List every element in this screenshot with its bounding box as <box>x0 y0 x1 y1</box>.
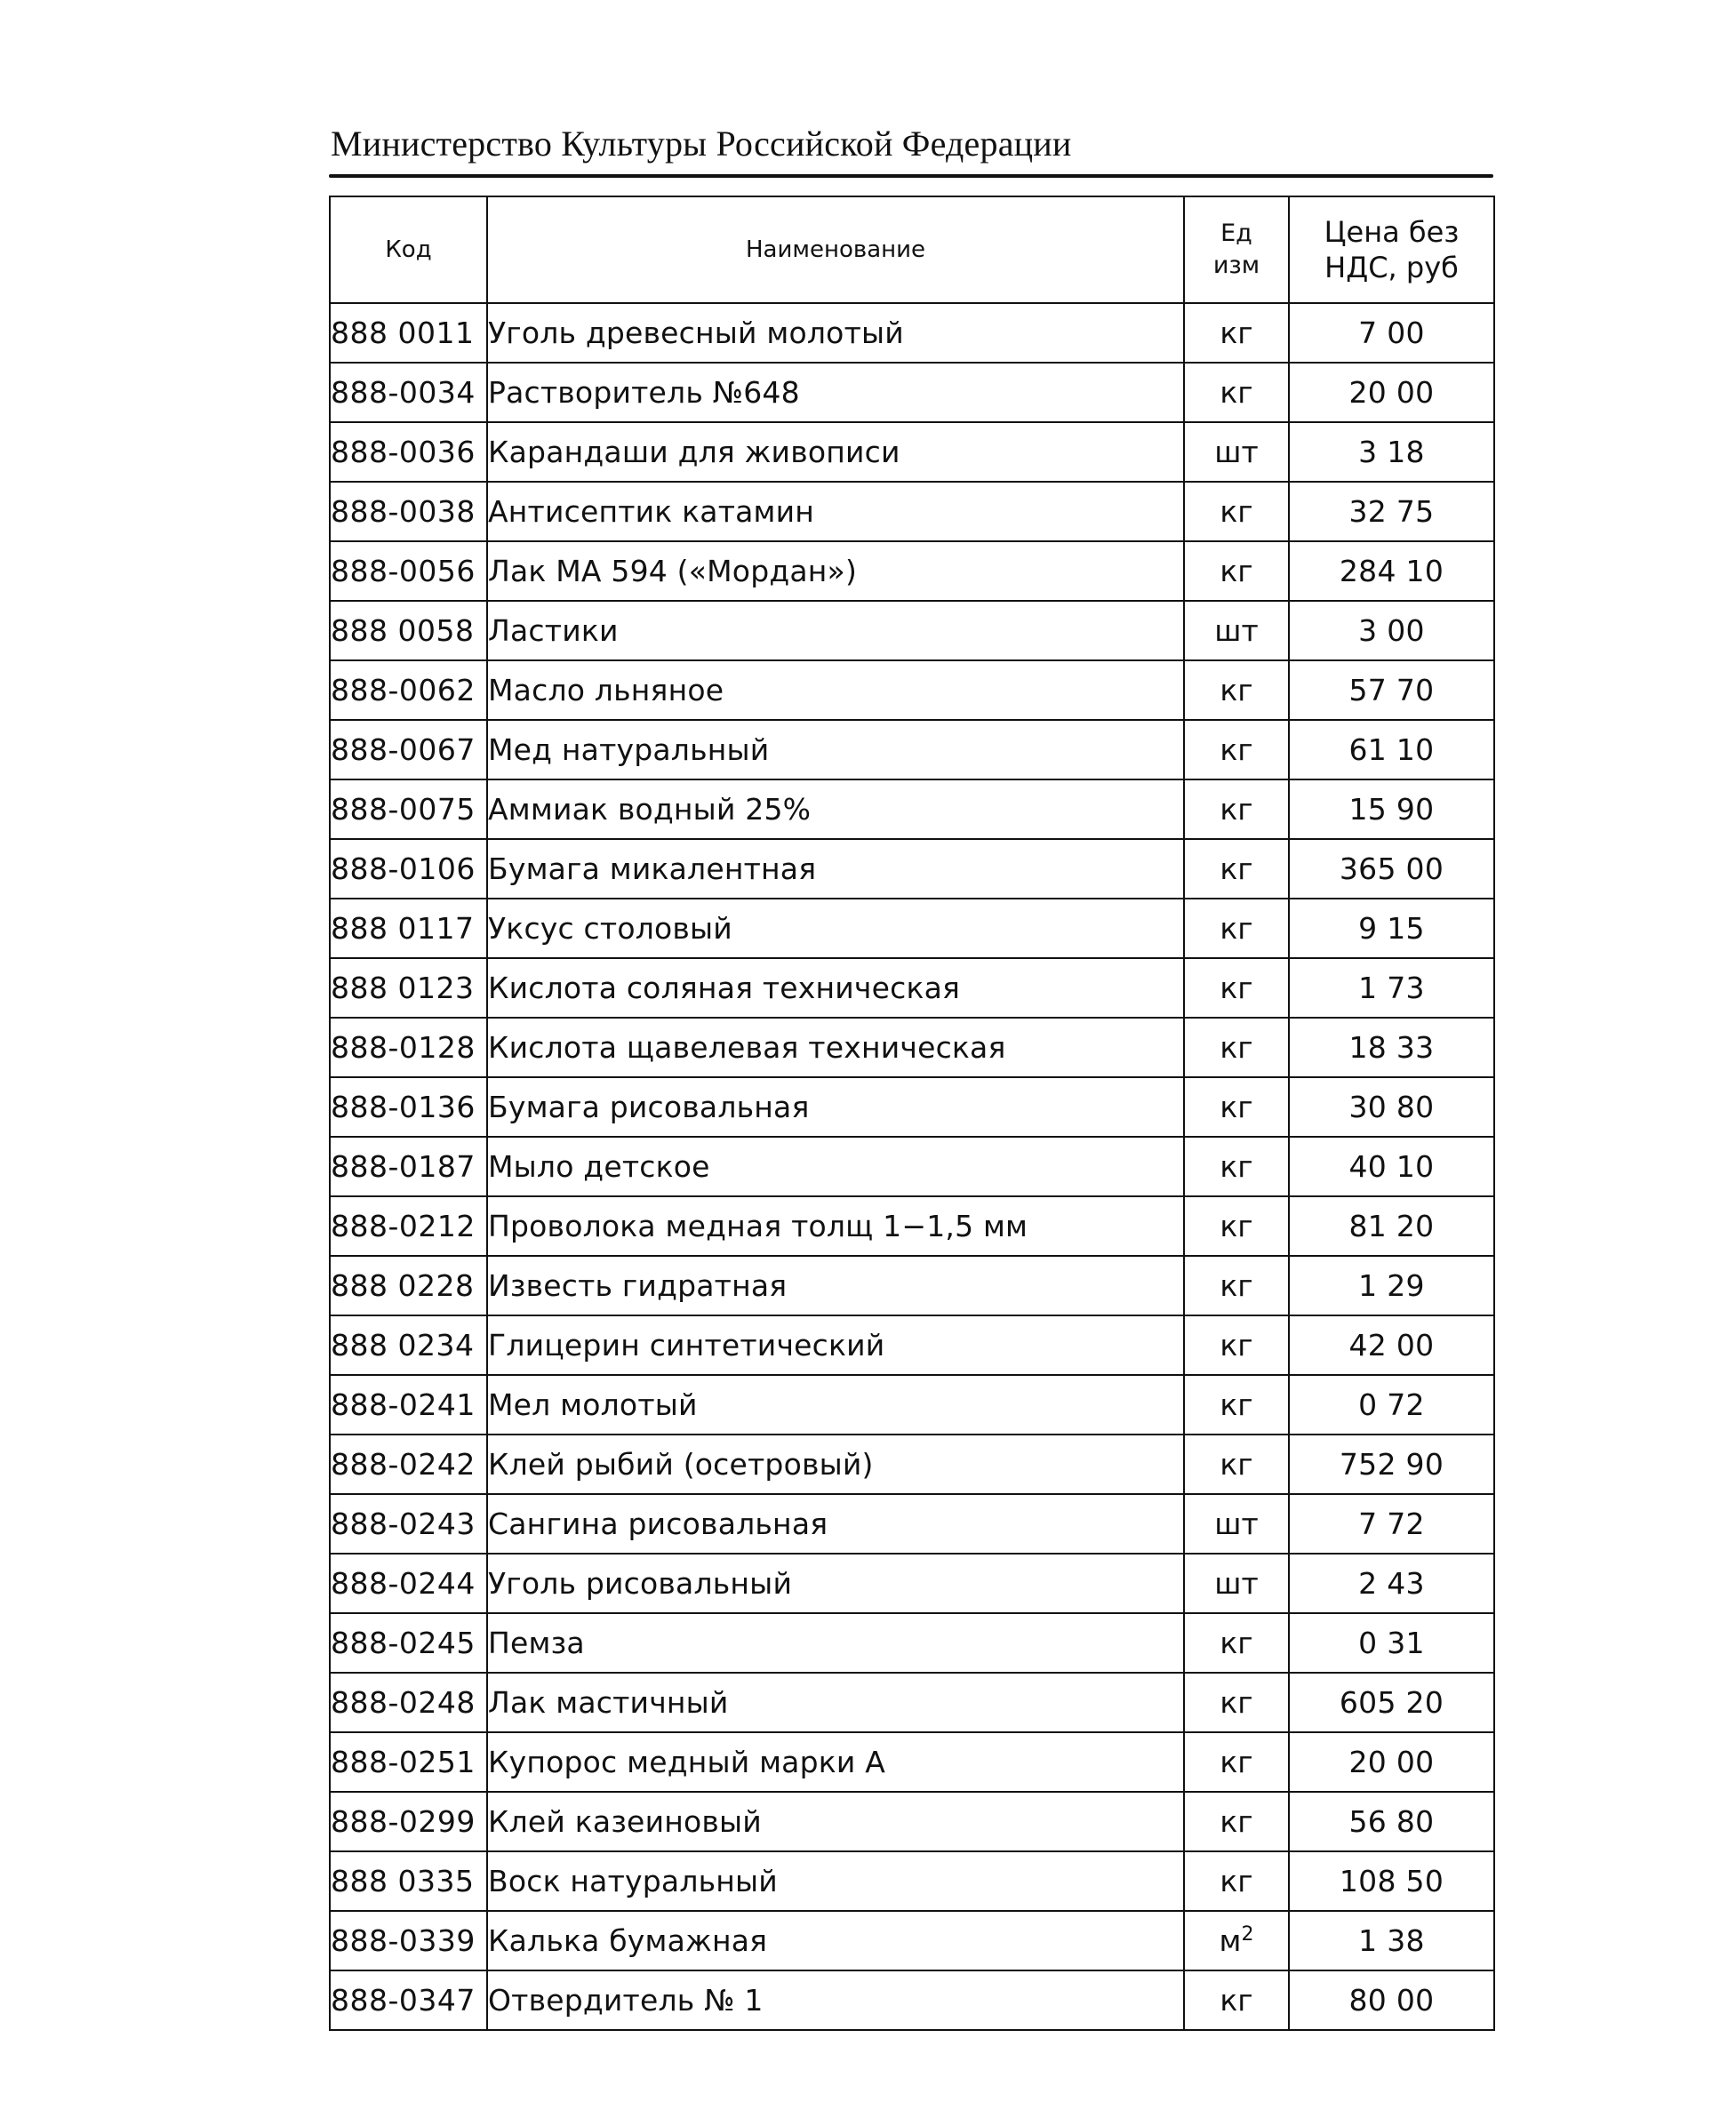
unit-value: кг <box>1220 1090 1253 1124</box>
price-value: 7 00 <box>1358 316 1425 350</box>
unit-value: кг <box>1220 673 1253 707</box>
name-value: Калька бумажная <box>488 1923 768 1958</box>
cell-code <box>330 541 487 601</box>
code-value: 888-0067 <box>331 732 476 767</box>
cell-price <box>1289 422 1494 482</box>
cell-price <box>1289 1435 1494 1494</box>
table-row <box>330 541 1494 601</box>
price-value: 752 90 <box>1339 1447 1444 1482</box>
code-value: 888-0128 <box>331 1030 476 1065</box>
cell-unit <box>1184 1792 1289 1851</box>
code-value: 888 0117 <box>331 911 475 946</box>
price-value: 15 90 <box>1348 792 1435 827</box>
code-value: 888-0241 <box>331 1387 476 1422</box>
cell-price <box>1289 1970 1494 2030</box>
name-value: Пемза <box>488 1626 585 1660</box>
cell-name <box>487 1256 1184 1315</box>
unit-value: кг <box>1220 1626 1253 1660</box>
name-value: Бумага микалентная <box>488 851 817 886</box>
cell-price <box>1289 1315 1494 1375</box>
cell-price <box>1289 660 1494 720</box>
price-value: 7 72 <box>1358 1507 1425 1541</box>
cell-code <box>330 899 487 958</box>
cell-name <box>487 1315 1184 1375</box>
cell-price <box>1289 1673 1494 1732</box>
name-value: Глицерин синтетический <box>488 1328 885 1363</box>
unit-value: кг <box>1220 1745 1253 1779</box>
cell-name <box>487 1554 1184 1613</box>
cell-unit <box>1184 1554 1289 1613</box>
cell-unit <box>1184 720 1289 779</box>
name-value: Лак МА 594 («Мордан») <box>488 554 858 588</box>
name-value: Клей рыбий (осетровый) <box>488 1447 874 1482</box>
price-value: 81 20 <box>1348 1209 1435 1243</box>
code-value: 888-0075 <box>331 792 476 827</box>
cell-price <box>1289 839 1494 899</box>
code-value: 888 0011 <box>331 316 475 350</box>
price-value: 61 10 <box>1348 732 1435 767</box>
table-row <box>330 601 1494 660</box>
column-header-unit-line1: Ед <box>1220 220 1252 247</box>
unit-value: кг <box>1220 494 1253 529</box>
table-row <box>330 482 1494 541</box>
unit-value: кг <box>1220 1447 1253 1482</box>
table-row <box>330 1256 1494 1315</box>
column-header-unit-line2: изм <box>1212 252 1260 279</box>
price-value: 2 43 <box>1358 1566 1425 1601</box>
column-header-code <box>330 196 487 303</box>
cell-price <box>1289 1613 1494 1673</box>
name-value: Мыло детское <box>488 1149 710 1184</box>
cell-code <box>330 1494 487 1554</box>
cell-unit <box>1184 482 1289 541</box>
table-row <box>330 660 1494 720</box>
name-value: Уксус столовый <box>488 911 732 946</box>
cell-name <box>487 1018 1184 1077</box>
cell-name <box>487 1732 1184 1792</box>
code-value: 888 0234 <box>331 1328 475 1363</box>
cell-price <box>1289 1732 1494 1792</box>
name-value: Отвердитель № 1 <box>488 1983 764 2018</box>
cell-unit <box>1184 1375 1289 1435</box>
cell-unit <box>1184 1018 1289 1077</box>
cell-code <box>330 1732 487 1792</box>
cell-name <box>487 1077 1184 1137</box>
cell-unit <box>1184 839 1289 899</box>
table-row <box>330 1911 1494 1970</box>
table-row <box>330 1435 1494 1494</box>
column-header-price-line1: Цена без <box>1324 215 1460 249</box>
cell-unit <box>1184 1673 1289 1732</box>
cell-code <box>330 1792 487 1851</box>
cell-code <box>330 482 487 541</box>
price-value: 0 31 <box>1358 1626 1425 1660</box>
cell-unit <box>1184 363 1289 422</box>
cell-unit <box>1184 899 1289 958</box>
cell-unit <box>1184 303 1289 363</box>
cell-price <box>1289 1196 1494 1256</box>
table-row <box>330 839 1494 899</box>
price-value: 40 10 <box>1348 1149 1435 1184</box>
page-header <box>329 123 1493 178</box>
cell-name <box>487 601 1184 660</box>
cell-name <box>487 1435 1184 1494</box>
cell-code <box>330 1137 487 1196</box>
unit-value: кг <box>1220 554 1253 588</box>
cell-code <box>330 1673 487 1732</box>
code-value: 888-0034 <box>331 375 476 410</box>
header-rule <box>329 174 1493 178</box>
cell-name <box>487 1613 1184 1673</box>
price-value: 3 00 <box>1358 613 1425 648</box>
table-row <box>330 1554 1494 1613</box>
cell-name <box>487 1137 1184 1196</box>
unit-value: кг <box>1220 1328 1253 1363</box>
code-value: 888-0062 <box>331 673 476 707</box>
cell-price <box>1289 720 1494 779</box>
cell-unit <box>1184 601 1289 660</box>
code-value: 888-0243 <box>331 1507 476 1541</box>
name-value: Растворитель №648 <box>488 375 800 410</box>
price-value: 0 72 <box>1358 1387 1425 1422</box>
cell-price <box>1289 1375 1494 1435</box>
cell-code <box>330 1970 487 2030</box>
cell-unit <box>1184 541 1289 601</box>
cell-code <box>330 1911 487 1970</box>
cell-price <box>1289 601 1494 660</box>
unit-value: кг <box>1220 1387 1253 1422</box>
cell-name <box>487 1196 1184 1256</box>
unit-value: кг <box>1220 851 1253 886</box>
price-value: 108 50 <box>1339 1864 1444 1898</box>
price-value: 42 00 <box>1348 1328 1435 1363</box>
unit-value: кг <box>1220 1030 1253 1065</box>
cell-unit <box>1184 958 1289 1018</box>
unit-value: м <box>1219 1923 1242 1958</box>
price-value: 30 80 <box>1348 1090 1435 1124</box>
cell-unit <box>1184 1315 1289 1375</box>
cell-price <box>1289 1851 1494 1911</box>
cell-price <box>1289 482 1494 541</box>
cell-price <box>1289 541 1494 601</box>
unit-value: кг <box>1220 316 1253 350</box>
name-value: Уголь рисовальный <box>488 1566 793 1601</box>
cell-code <box>330 363 487 422</box>
table-row <box>330 422 1494 482</box>
unit-value: шт <box>1214 1566 1259 1601</box>
cell-unit <box>1184 1911 1289 1970</box>
price-value: 1 73 <box>1358 971 1425 1005</box>
unit-value: кг <box>1220 1268 1253 1303</box>
code-value: 888-0248 <box>331 1685 476 1720</box>
table-row <box>330 720 1494 779</box>
cell-code <box>330 1613 487 1673</box>
cell-name <box>487 1970 1184 2030</box>
price-value: 3 18 <box>1358 435 1425 469</box>
name-value: Масло льняное <box>488 673 724 707</box>
table-row <box>330 958 1494 1018</box>
code-value: 888 0335 <box>331 1864 475 1898</box>
unit-superscript: 2 <box>1241 1923 1254 1946</box>
code-value: 888-0242 <box>331 1447 476 1482</box>
cell-unit <box>1184 1137 1289 1196</box>
name-value: Сангина рисовальная <box>488 1507 828 1541</box>
price-value: 1 29 <box>1358 1268 1425 1303</box>
cell-unit <box>1184 660 1289 720</box>
unit-value: кг <box>1220 1209 1253 1243</box>
cell-code <box>330 958 487 1018</box>
cell-price <box>1289 958 1494 1018</box>
name-value: Мед натуральный <box>488 732 770 767</box>
cell-price <box>1289 899 1494 958</box>
table-row <box>330 1613 1494 1673</box>
name-value: Кислота соляная техническая <box>488 971 961 1005</box>
cell-unit <box>1184 1970 1289 2030</box>
cell-code <box>330 779 487 839</box>
cell-code <box>330 601 487 660</box>
cell-price <box>1289 1911 1494 1970</box>
code-value: 888-0339 <box>331 1923 476 1958</box>
unit-value: кг <box>1220 1804 1253 1839</box>
name-value: Мел молотый <box>488 1387 698 1422</box>
code-value: 888 0058 <box>331 613 475 648</box>
code-value: 888-0056 <box>331 554 476 588</box>
cell-name <box>487 779 1184 839</box>
name-value: Кислота щавелевая техническая <box>488 1030 1006 1065</box>
unit-value: кг <box>1220 911 1253 946</box>
cell-name <box>487 541 1184 601</box>
column-header-unit <box>1184 196 1289 303</box>
cell-name <box>487 1375 1184 1435</box>
price-value: 20 00 <box>1348 375 1435 410</box>
price-value: 57 70 <box>1348 673 1435 707</box>
unit-value: кг <box>1220 375 1253 410</box>
code-value: 888 0123 <box>331 971 475 1005</box>
cell-unit <box>1184 1613 1289 1673</box>
code-value: 888-0038 <box>331 494 476 529</box>
cell-name <box>487 660 1184 720</box>
table-row <box>330 303 1494 363</box>
code-value: 888-0251 <box>331 1745 476 1779</box>
cell-name <box>487 1673 1184 1732</box>
cell-name <box>487 899 1184 958</box>
name-value: Лак мастичный <box>488 1685 729 1720</box>
table-row <box>330 1494 1494 1554</box>
unit-value: кг <box>1220 1149 1253 1184</box>
table-row <box>330 1315 1494 1375</box>
code-value: 888-0187 <box>331 1149 476 1184</box>
unit-value: шт <box>1214 435 1259 469</box>
cell-code <box>330 1256 487 1315</box>
cell-name <box>487 1494 1184 1554</box>
cell-price <box>1289 1137 1494 1196</box>
name-value: Клей казеиновый <box>488 1804 762 1839</box>
code-value: 888-0244 <box>331 1566 476 1601</box>
code-value: 888-0245 <box>331 1626 476 1660</box>
table-row <box>330 1732 1494 1792</box>
cell-code <box>330 720 487 779</box>
cell-price <box>1289 1018 1494 1077</box>
cell-name <box>487 1851 1184 1911</box>
name-value: Ластики <box>488 613 619 648</box>
unit-value: кг <box>1220 1864 1253 1898</box>
cell-name <box>487 303 1184 363</box>
cell-code <box>330 303 487 363</box>
table-row <box>330 1196 1494 1256</box>
unit-value: кг <box>1220 1685 1253 1720</box>
cell-price <box>1289 1494 1494 1554</box>
code-value: 888-0106 <box>331 851 476 886</box>
name-value: Карандаши для живописи <box>488 435 900 469</box>
table-header <box>330 196 1494 303</box>
cell-code <box>330 1375 487 1435</box>
unit-value: шт <box>1214 1507 1259 1541</box>
cell-code <box>330 1315 487 1375</box>
name-value: Антисептик катамин <box>488 494 815 529</box>
table-row <box>330 1137 1494 1196</box>
price-value: 284 10 <box>1339 554 1444 588</box>
price-value: 365 00 <box>1339 851 1444 886</box>
price-table <box>329 196 1495 2031</box>
table-body <box>330 303 1494 2030</box>
cell-unit <box>1184 1196 1289 1256</box>
name-value: Бумага рисовальная <box>488 1090 810 1124</box>
name-value: Воск натуральный <box>488 1864 778 1898</box>
unit-value: кг <box>1220 1983 1253 2018</box>
table-row <box>330 1970 1494 2030</box>
name-value: Известь гидратная <box>488 1268 788 1303</box>
table-row <box>330 1077 1494 1137</box>
price-value: 20 00 <box>1348 1745 1435 1779</box>
price-value: 1 38 <box>1358 1923 1425 1958</box>
cell-code <box>330 1196 487 1256</box>
table-row <box>330 1018 1494 1077</box>
cell-code <box>330 1077 487 1137</box>
cell-name <box>487 1911 1184 1970</box>
column-header-price <box>1289 196 1494 303</box>
cell-price <box>1289 363 1494 422</box>
cell-unit <box>1184 1256 1289 1315</box>
unit-value: шт <box>1214 613 1259 648</box>
page-title: Министерство Культуры Российской Федерации <box>331 124 1072 164</box>
code-value: 888 0228 <box>331 1268 475 1303</box>
cell-unit <box>1184 422 1289 482</box>
column-header-price-line2: НДС, руб <box>1324 251 1459 284</box>
table-row <box>330 1375 1494 1435</box>
table-row <box>330 899 1494 958</box>
cell-name <box>487 1792 1184 1851</box>
cell-unit <box>1184 1435 1289 1494</box>
cell-unit <box>1184 1851 1289 1911</box>
price-value: 56 80 <box>1348 1804 1435 1839</box>
table-row <box>330 363 1494 422</box>
column-header-code-label: Код <box>385 236 432 263</box>
cell-unit <box>1184 1494 1289 1554</box>
name-value: Уголь древесный молотый <box>488 316 904 350</box>
cell-code <box>330 660 487 720</box>
column-header-name <box>487 196 1184 303</box>
cell-name <box>487 720 1184 779</box>
price-value: 9 15 <box>1358 911 1425 946</box>
table-row <box>330 1792 1494 1851</box>
cell-unit <box>1184 779 1289 839</box>
unit-value: кг <box>1220 732 1253 767</box>
header-row <box>330 196 1494 303</box>
price-value: 80 00 <box>1348 1983 1435 2018</box>
cell-unit <box>1184 1077 1289 1137</box>
price-value: 32 75 <box>1348 494 1435 529</box>
price-value: 18 33 <box>1348 1030 1435 1065</box>
price-value: 605 20 <box>1339 1685 1444 1720</box>
name-value: Проволока медная толщ 1−1,5 мм <box>488 1209 1028 1243</box>
unit-value: кг <box>1220 971 1253 1005</box>
cell-price <box>1289 1792 1494 1851</box>
cell-name <box>487 839 1184 899</box>
cell-price <box>1289 1077 1494 1137</box>
table-row <box>330 779 1494 839</box>
cell-code <box>330 1018 487 1077</box>
cell-price <box>1289 1256 1494 1315</box>
cell-price <box>1289 303 1494 363</box>
code-value: 888-0136 <box>331 1090 476 1124</box>
cell-code <box>330 1554 487 1613</box>
table-row <box>330 1673 1494 1732</box>
cell-unit <box>1184 1732 1289 1792</box>
cell-code <box>330 422 487 482</box>
code-value: 888-0347 <box>331 1983 476 2018</box>
cell-name <box>487 482 1184 541</box>
code-value: 888-0212 <box>331 1209 476 1243</box>
name-value: Купорос медный марки А <box>488 1745 885 1779</box>
cell-price <box>1289 1554 1494 1613</box>
cell-name <box>487 363 1184 422</box>
code-value: 888-0299 <box>331 1804 476 1839</box>
column-header-name-label: Наименование <box>745 236 926 263</box>
cell-code <box>330 1435 487 1494</box>
code-value: 888-0036 <box>331 435 476 469</box>
cell-code <box>330 1851 487 1911</box>
cell-name <box>487 958 1184 1018</box>
cell-code <box>330 839 487 899</box>
name-value: Аммиак водный 25% <box>488 792 812 827</box>
cell-name <box>487 422 1184 482</box>
unit-value: кг <box>1220 792 1253 827</box>
table-row <box>330 1851 1494 1911</box>
cell-price <box>1289 779 1494 839</box>
